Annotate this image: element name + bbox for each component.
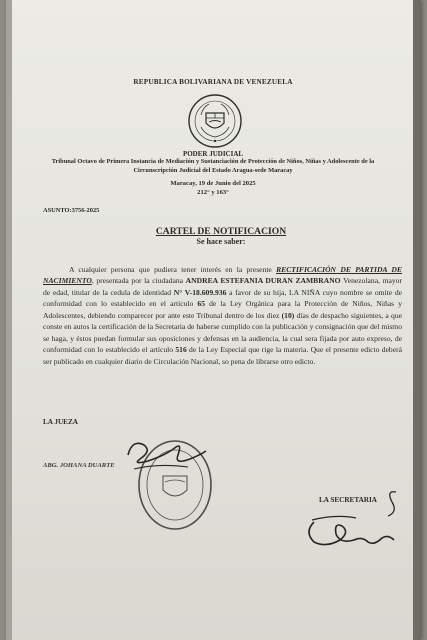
document-years: 212° y 163° bbox=[197, 189, 229, 196]
body-part: de la Ley Especial que rige la materia. Que el presente edicto deberá ser publicado en cualquier diario de Circulación Nacional, so pena de librarse otro edicto. bbox=[43, 345, 403, 366]
poder-judicial-heading: PODER JUDICIAL bbox=[182, 150, 244, 158]
document-subtitle: Se hace saber: bbox=[196, 237, 246, 246]
body-part: , presentada por la ciudadana bbox=[91, 276, 184, 286]
body-part: A cualquier persona que pudiera tener interés en la presente bbox=[69, 265, 272, 274]
article-number: 516 bbox=[175, 345, 187, 355]
document-page bbox=[6, 0, 420, 640]
secretary-label: LA SECRETARIA bbox=[319, 496, 377, 504]
days-count: (10) bbox=[281, 310, 295, 320]
republic-heading: REPUBLICA BOLIVARIANA DE VENEZUELA bbox=[133, 78, 293, 86]
body-part: Venezolana, mayor de edad, titular de la cedula de identidad bbox=[43, 276, 402, 297]
id-number: N° V-18.609.936 bbox=[173, 287, 227, 297]
proceeding-name: RECTIFICACIÓN DE PARTIDA DE NACIMIENTO bbox=[43, 265, 402, 286]
notice-body bbox=[43, 264, 402, 367]
body-part: a favor de su hija, LA NIÑA cuyo nombre se omite de conformidad con lo establecido en el artículo bbox=[43, 287, 402, 309]
page-edge-right bbox=[413, 0, 420, 640]
article-number: 65 bbox=[197, 299, 205, 309]
applicant-name: ANDREA ESTEFANIA DURAN ZAMBRANO bbox=[185, 276, 341, 286]
case-number: ASUNTO:3756-2025 bbox=[43, 207, 100, 214]
body-part: de la Ley Orgánica para la Protección de Niños, Niñas y Adolescentes, debiendo comparecer por ante este Tribunal dentro de los diez bbox=[43, 299, 402, 320]
document-date: Maracay, 19 de Junio del 2025 bbox=[170, 180, 256, 187]
document-title: CARTEL DE NOTIFICACION bbox=[155, 226, 287, 237]
body-part: días de despacho siguientes, a que conste en autos la certificación de la Secretaria de haberse cumplido con la publicación y consignación que del mismo se haga, y éstos puedan formular sus oposiciones y defensas en la audiencia, la cual sera fijada por auto expreso, de conformidad con lo establecido el artículo bbox=[43, 310, 403, 355]
judge-name: ABG. JOHANA DUARTE bbox=[43, 462, 115, 469]
venezuela-coat-of-arms-seal-icon bbox=[187, 93, 243, 149]
secretary-signature bbox=[296, 486, 406, 556]
page-edge-left bbox=[6, 0, 12, 640]
judge-signature bbox=[118, 425, 213, 485]
judge-label: LA JUEZA bbox=[43, 418, 78, 426]
tribunal-name: Tribunal Octavo de Primera Instancia de Mediación y Sustanciación de Protección de Niños, Niñas y Adolescente de la Circunscripción Judicial del Estado Aragua-sede Maracay bbox=[51, 158, 375, 174]
